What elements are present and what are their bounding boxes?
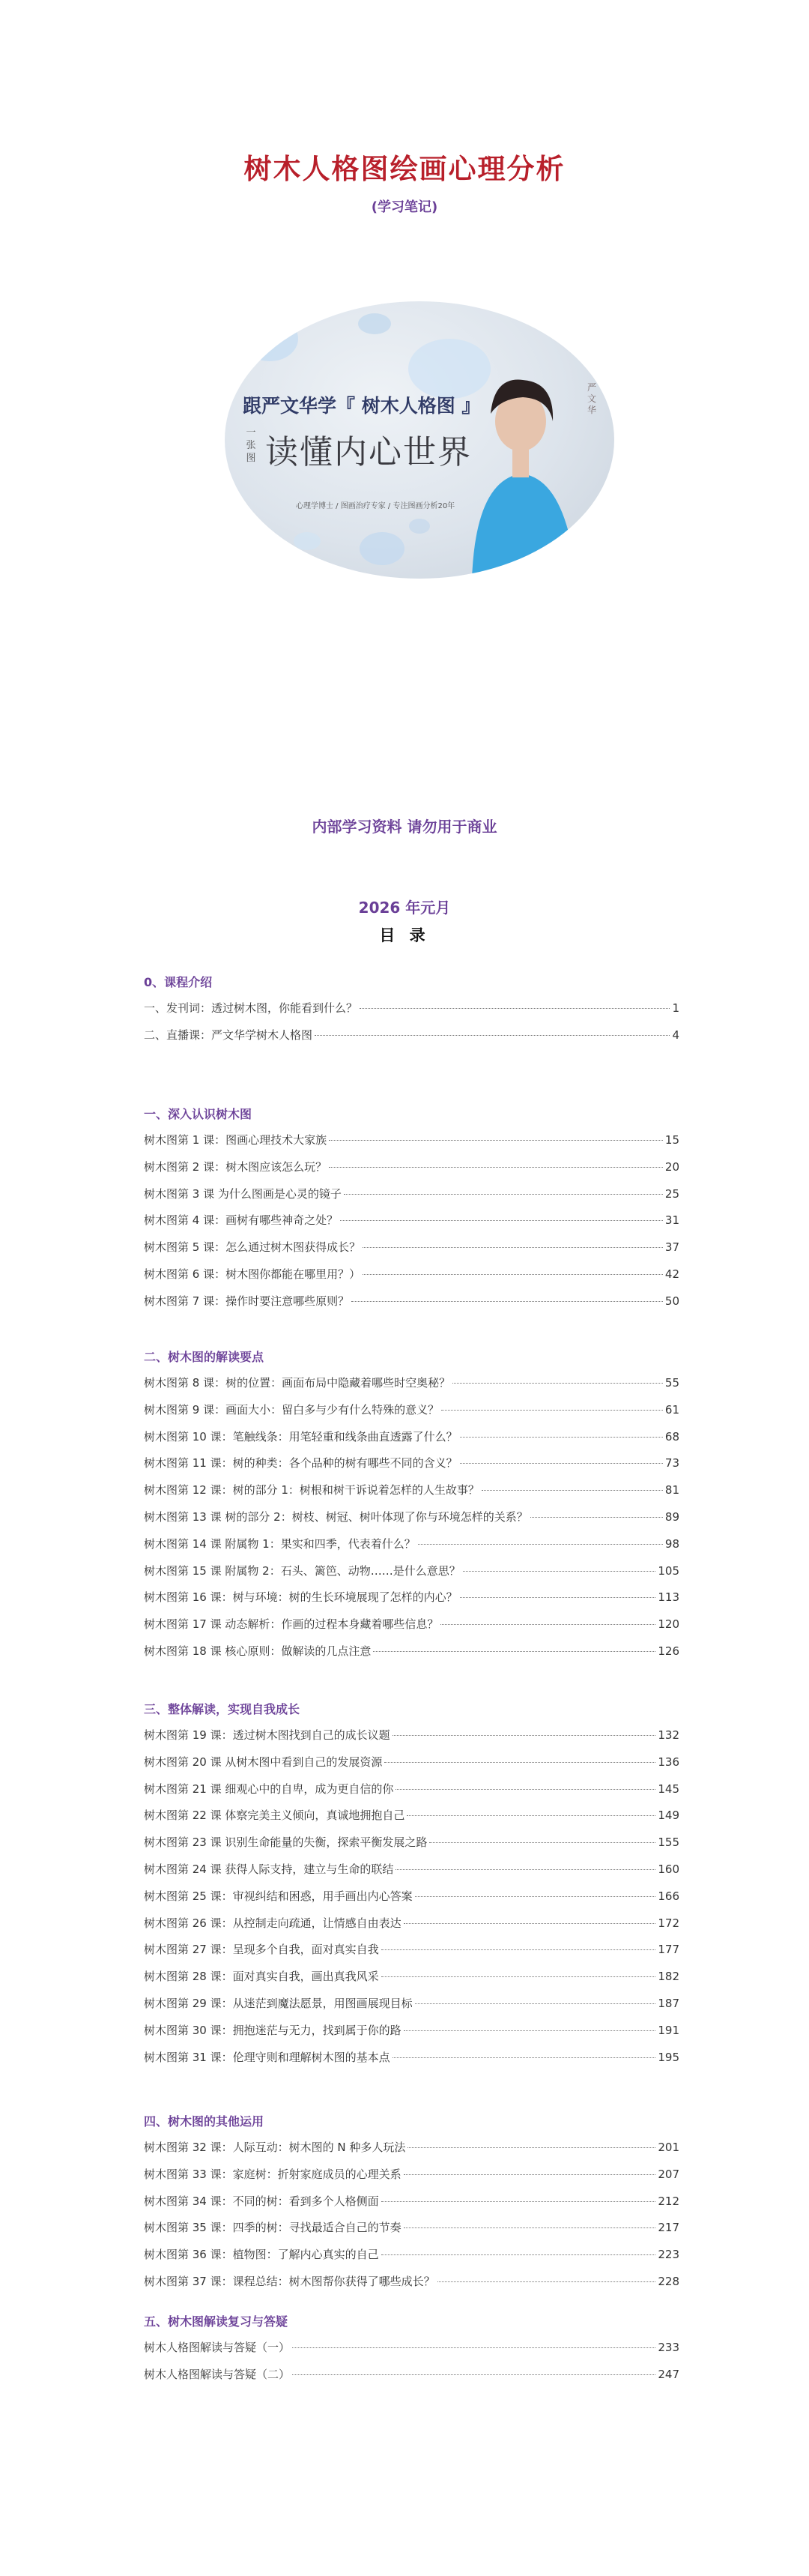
toc-entry-page: 55	[664, 1376, 679, 1390]
toc-leader-dots	[404, 2030, 656, 2031]
cover-image	[225, 301, 614, 579]
toc-section	[144, 1106, 679, 1320]
toc-entry[interactable]	[144, 1293, 679, 1320]
toc-leader-dots	[482, 1490, 663, 1491]
toc-entry-title: 树木图第 32 课：人际互动：树木图的 N 种多人玩法	[144, 2141, 406, 2154]
toc-entry[interactable]	[144, 1132, 679, 1159]
toc-section-heading: 一、深入认识树木图	[144, 1107, 252, 1121]
toc-entry-title: 树木图第 29 课：从迷茫到魔法愿景，用图画展现目标	[144, 1996, 413, 2010]
toc-leader-dots	[363, 1247, 663, 1248]
toc-entry[interactable]	[144, 2193, 679, 2220]
toc-entry-page: 166	[658, 1889, 679, 1903]
toc-section	[144, 974, 679, 1054]
toc-leader-dots	[381, 1976, 656, 1977]
toc-entry-title: 树木图第 31 课：伦理守则和理解树木图的基本点	[144, 2050, 390, 2064]
toc-entry-page: 4	[672, 1028, 679, 1042]
toc-leader-dots	[340, 1220, 663, 1221]
toc-entry-title: 树木图第 18 课 核心原则：做解读的几点注意	[144, 1644, 372, 1658]
toc-leader-dots	[437, 2281, 656, 2282]
toc-entry[interactable]	[144, 1563, 679, 1590]
toc-entry-page: 149	[658, 1809, 679, 1823]
toc-entry-title: 树木图第 6 课：树木图你都能在哪里用？）	[144, 1267, 361, 1281]
toc-entry-page: 160	[658, 1862, 679, 1876]
cover-heading-prefix: 跟严文华学	[243, 395, 337, 417]
toc-entry[interactable]	[144, 1754, 679, 1781]
toc-entry[interactable]	[144, 1186, 679, 1213]
toc-section-heading: 0、课程介绍	[144, 975, 213, 989]
toc-leader-dots	[404, 1923, 656, 1924]
toc-entry-title: 树木图第 33 课：家庭树：折射家庭成员的心理关系	[144, 2167, 402, 2181]
toc-entry-title: 树木图第 12 课：树的部分 1：树根和树干诉说着怎样的人生故事？	[144, 1483, 479, 1497]
toc-entry-title: 二、直播课：严文华学树木人格图	[144, 1028, 313, 1042]
toc-entry[interactable]	[144, 1861, 679, 1888]
toc-entry-page: 177	[658, 1943, 679, 1957]
toc-entry-page: 223	[658, 2248, 679, 2262]
toc-leader-dots	[415, 2003, 656, 2004]
toc-entry-page: 61	[664, 1402, 679, 1417]
toc-entry-title: 树木图第 7 课：操作时要注意哪些原则？	[144, 1294, 350, 1308]
toc-entry-title: 树木图第 19 课：透过树木图找到自己的成长议题	[144, 1728, 390, 1742]
toc-entry-title: 树木图第 23 课 识别生命能量的失衡，探索平衡发展之路	[144, 1836, 428, 1850]
toc-entry[interactable]	[144, 1781, 679, 1808]
toc-entry[interactable]	[144, 1429, 679, 1456]
toc-leader-dots	[463, 1571, 656, 1572]
toc-entry-page: 195	[658, 2050, 679, 2064]
toc-entry-title: 树木图第 13 课 树的部分 2：树枝、树冠、树叶体现了你与环境怎样的关系？	[144, 1509, 528, 1524]
toc-entry[interactable]	[144, 2022, 679, 2049]
toc-entry-page: 228	[658, 2274, 679, 2288]
toc-section	[144, 1349, 679, 1670]
toc-entry[interactable]	[144, 1968, 679, 1995]
toc-entry-page: 191	[658, 2023, 679, 2037]
toc-entry-page: 217	[658, 2221, 679, 2235]
toc-entry-page: 120	[658, 1617, 679, 1632]
toc-entry-title: 树木图第 25 课：审视纠结和困惑，用手画出内心答案	[144, 1889, 413, 1903]
toc-entry-title: 树木图第 35 课：四季的树：寻找最适合自己的节奏	[144, 2221, 402, 2235]
toc-entry-page: 20	[664, 1159, 679, 1174]
toc-leader-dots	[381, 2254, 656, 2255]
toc-entry-page: 155	[658, 1836, 679, 1850]
toc-entry[interactable]	[144, 1941, 679, 1968]
toc-entry-page: 89	[664, 1509, 679, 1524]
toc-entry-page: 145	[658, 1782, 679, 1796]
toc-leader-dots	[415, 1896, 656, 1897]
toc-entry-page: 42	[664, 1267, 679, 1281]
toc-leader-dots	[393, 1735, 656, 1736]
toc-entry-page: 136	[658, 1755, 679, 1769]
toc-section-heading: 四、树木图的其他运用	[144, 2114, 264, 2129]
toc-section	[144, 2314, 679, 2393]
toc-entry-page: 172	[658, 1916, 679, 1930]
toc-entry[interactable]	[144, 2366, 679, 2393]
toc-entry[interactable]	[144, 1455, 679, 1482]
toc-entry-page: 25	[664, 1186, 679, 1201]
document-title: 树木人格图绘画心理分析	[243, 153, 566, 185]
toc-entry[interactable]	[144, 1807, 679, 1834]
toc-entry-title: 树木人格图解读与答疑（一）	[144, 2341, 291, 2354]
toc-leader-dots	[292, 2347, 655, 2348]
toc-leader-dots	[407, 1815, 655, 1816]
toc-entry[interactable]	[144, 1888, 679, 1915]
toc-leader-dots	[381, 2201, 656, 2202]
toc-entry[interactable]	[144, 2139, 679, 2166]
toc-section-heading: 三、整体解读，实现自我成长	[144, 1702, 300, 1716]
toc-leader-dots	[460, 1597, 656, 1598]
toc-entry-page: 50	[664, 1294, 679, 1308]
toc-leader-dots	[381, 1949, 656, 1950]
toc-entry[interactable]	[144, 1375, 679, 1402]
cover-main-text: 读懂内心世界	[265, 433, 472, 471]
toc-entry[interactable]	[144, 1239, 679, 1266]
toc-entry[interactable]	[144, 2166, 679, 2193]
toc-section-heading: 二、树木图的解读要点	[144, 1350, 264, 1364]
toc-entry-title: 树木图第 11 课：树的种类：各个品种的树有哪些不同的含义？	[144, 1456, 458, 1471]
toc-leader-dots	[393, 2057, 656, 2058]
toc-entry-title: 树木图第 26 课：从控制走向疏通，让情感自由表达	[144, 1916, 402, 1930]
toc-entry-title: 树木图第 2 课：树木图应该怎么玩？	[144, 1159, 327, 1174]
toc-entry-page: 15	[664, 1133, 679, 1147]
toc-entry-title: 树木图第 34 课：不同的树：看到多个人格侧面	[144, 2194, 379, 2208]
toc-leader-dots	[396, 1789, 655, 1790]
toc-entry-page: 247	[658, 2367, 679, 2381]
cover-tags: 心理学博士 / 图画治疗专家 / 专注图画分析20年	[296, 502, 455, 510]
toc-entry[interactable]	[144, 1509, 679, 1536]
toc-entry-title: 树木图第 5 课：怎么通过树木图获得成长？	[144, 1240, 361, 1255]
toc-leader-dots	[530, 1517, 663, 1518]
toc-entry-title: 树木图第 20 课 从树木图中看到自己的发展资源	[144, 1755, 383, 1769]
toc-entry[interactable]	[144, 1643, 679, 1670]
toc-entry-title: 树木图第 3 课 为什么图画是心灵的镜子	[144, 1186, 342, 1201]
cover-vertical-name: 严文华	[587, 382, 597, 415]
toc-entry-page: 201	[658, 2141, 679, 2154]
toc-entry-title: 一、发刊词：透过树木图，你能看到什么？	[144, 1001, 358, 1015]
toc-leader-dots	[441, 1410, 663, 1411]
toc-entry-page: 31	[664, 1213, 679, 1228]
toc-entry-title: 树木图第 30 课：拥抱迷茫与无力，找到属于你的路	[144, 2023, 402, 2037]
toc-leader-dots	[429, 1842, 655, 1843]
toc-entry[interactable]	[144, 1212, 679, 1239]
toc-leader-dots	[407, 2147, 655, 2148]
toc-entry-page: 182	[658, 1970, 679, 1984]
toc-entry[interactable]	[144, 2219, 679, 2246]
toc-entry[interactable]	[144, 1589, 679, 1616]
toc-entry[interactable]	[144, 1159, 679, 1186]
toc-entry[interactable]	[144, 1402, 679, 1429]
document-subtitle: (学习笔记)	[371, 199, 438, 215]
toc-section-heading: 五、树木图解读复习与答疑	[144, 2314, 288, 2329]
toc-entry-page: 113	[658, 1590, 679, 1605]
toc-title: 目 录	[379, 926, 430, 944]
toc-entry-page: 73	[664, 1456, 679, 1471]
toc-entry-title: 树木图第 37 课：课程总结：树木图帮你获得了哪些成长？	[144, 2274, 435, 2288]
toc-entry-page: 233	[658, 2341, 679, 2354]
toc-entry-title: 树木图第 36 课：植物图：了解内心真实的自己	[144, 2248, 379, 2262]
toc-entry[interactable]	[144, 2273, 679, 2300]
toc-leader-dots	[404, 2227, 656, 2228]
toc-entry-page: 132	[658, 1728, 679, 1742]
toc-entry[interactable]	[144, 2339, 679, 2366]
toc-leader-dots	[404, 2174, 656, 2175]
toc-entry-title: 树木图第 28 课：面对真实自我，画出真我风采	[144, 1970, 379, 1984]
toc-leader-dots	[292, 2374, 655, 2375]
toc-leader-dots	[460, 1437, 663, 1438]
toc-entry-page: 1	[672, 1001, 679, 1015]
toc-leader-dots	[329, 1140, 663, 1141]
toc-entry-page: 37	[664, 1240, 679, 1255]
toc-section	[144, 1701, 679, 2075]
cover-small-label: 一张图	[246, 427, 256, 464]
toc-entry-title: 树木图第 8 课：树的位置：画面布局中隐藏着哪些时空奥秘？	[144, 1376, 451, 1390]
toc-entry-title: 树木图第 15 课 附属物 2：石头、篱笆、动物……是什么意思？	[144, 1563, 461, 1578]
toc-entry[interactable]	[144, 1536, 679, 1563]
toc-entry[interactable]	[144, 1266, 679, 1293]
toc-entry-page: 207	[658, 2167, 679, 2181]
toc-entry[interactable]	[144, 1616, 679, 1643]
toc-entry-title: 树木人格图解读与答疑（二）	[144, 2367, 291, 2381]
toc-entry-page: 81	[664, 1483, 679, 1497]
toc-entry-page: 98	[664, 1536, 679, 1551]
cover-heading	[243, 391, 480, 418]
date-label: 2026 年元月	[358, 899, 451, 917]
toc-entry-title: 树木图第 10 课：笔触线条：用笔轻重和线条曲直透露了什么？	[144, 1429, 458, 1444]
toc-entry-title: 树木图第 9 课：画面大小：留白多与少有什么特殊的意义？	[144, 1402, 440, 1417]
toc-entry[interactable]	[144, 1915, 679, 1942]
toc-entry[interactable]	[144, 1834, 679, 1861]
toc-leader-dots	[384, 1762, 655, 1763]
toc-entry-title: 树木图第 21 课 细观心中的自卑，成为更自信的你	[144, 1782, 394, 1796]
toc-entry[interactable]	[144, 1727, 679, 1754]
toc-entry[interactable]	[144, 1482, 679, 1509]
toc-entry-title: 树木图第 27 课：呈现多个自我，面对真实自我	[144, 1943, 379, 1957]
toc-entry-title: 树木图第 24 课 获得人际支持，建立与生命的联结	[144, 1862, 394, 1876]
toc-entry-page: 105	[658, 1563, 679, 1578]
toc-entry-title: 树木图第 14 课 附属物 1：果实和四季，代表着什么？	[144, 1536, 416, 1551]
toc-leader-dots	[351, 1301, 663, 1302]
toc-entry-title: 树木图第 17 课 动态解析：作画的过程本身藏着哪些信息？	[144, 1617, 439, 1632]
toc-leader-dots	[329, 1167, 663, 1168]
toc-entry-page: 126	[658, 1644, 679, 1658]
toc-leader-dots	[360, 1008, 670, 1009]
cover-heading-highlight: 『 树木人格图 』	[336, 395, 481, 417]
toc-entry-title: 树木图第 1 课：图画心理技术大家族	[144, 1133, 327, 1147]
toc-entry-title: 树木图第 22 课 体察完美主义倾向，真诚地拥抱自己	[144, 1809, 405, 1823]
toc-entry[interactable]	[144, 1027, 679, 1054]
toc-entry[interactable]	[144, 2049, 679, 2076]
toc-entry[interactable]	[144, 1000, 679, 1027]
toc-leader-dots	[396, 1869, 655, 1870]
toc-entry-page: 68	[664, 1429, 679, 1444]
toc-leader-dots	[418, 1544, 663, 1545]
toc-entry-title: 树木图第 4 课：画树有哪些神奇之处？	[144, 1213, 339, 1228]
toc-entry[interactable]	[144, 2246, 679, 2273]
toc-leader-dots	[373, 1651, 655, 1652]
toc-leader-dots	[363, 1274, 663, 1275]
toc-entry-page: 187	[658, 1996, 679, 2010]
internal-notice: 内部学习资料 请勿用于商业	[312, 818, 497, 836]
toc-section	[144, 2114, 679, 2300]
toc-leader-dots	[460, 1463, 663, 1464]
toc-leader-dots	[315, 1035, 670, 1036]
toc-entry[interactable]	[144, 1995, 679, 2022]
toc-leader-dots	[452, 1383, 663, 1384]
toc-leader-dots	[440, 1624, 655, 1625]
toc-entry-title: 树木图第 16 课：树与环境：树的生长环境展现了怎样的内心？	[144, 1590, 458, 1605]
toc-entry-page: 212	[658, 2194, 679, 2208]
toc-leader-dots	[344, 1194, 663, 1195]
